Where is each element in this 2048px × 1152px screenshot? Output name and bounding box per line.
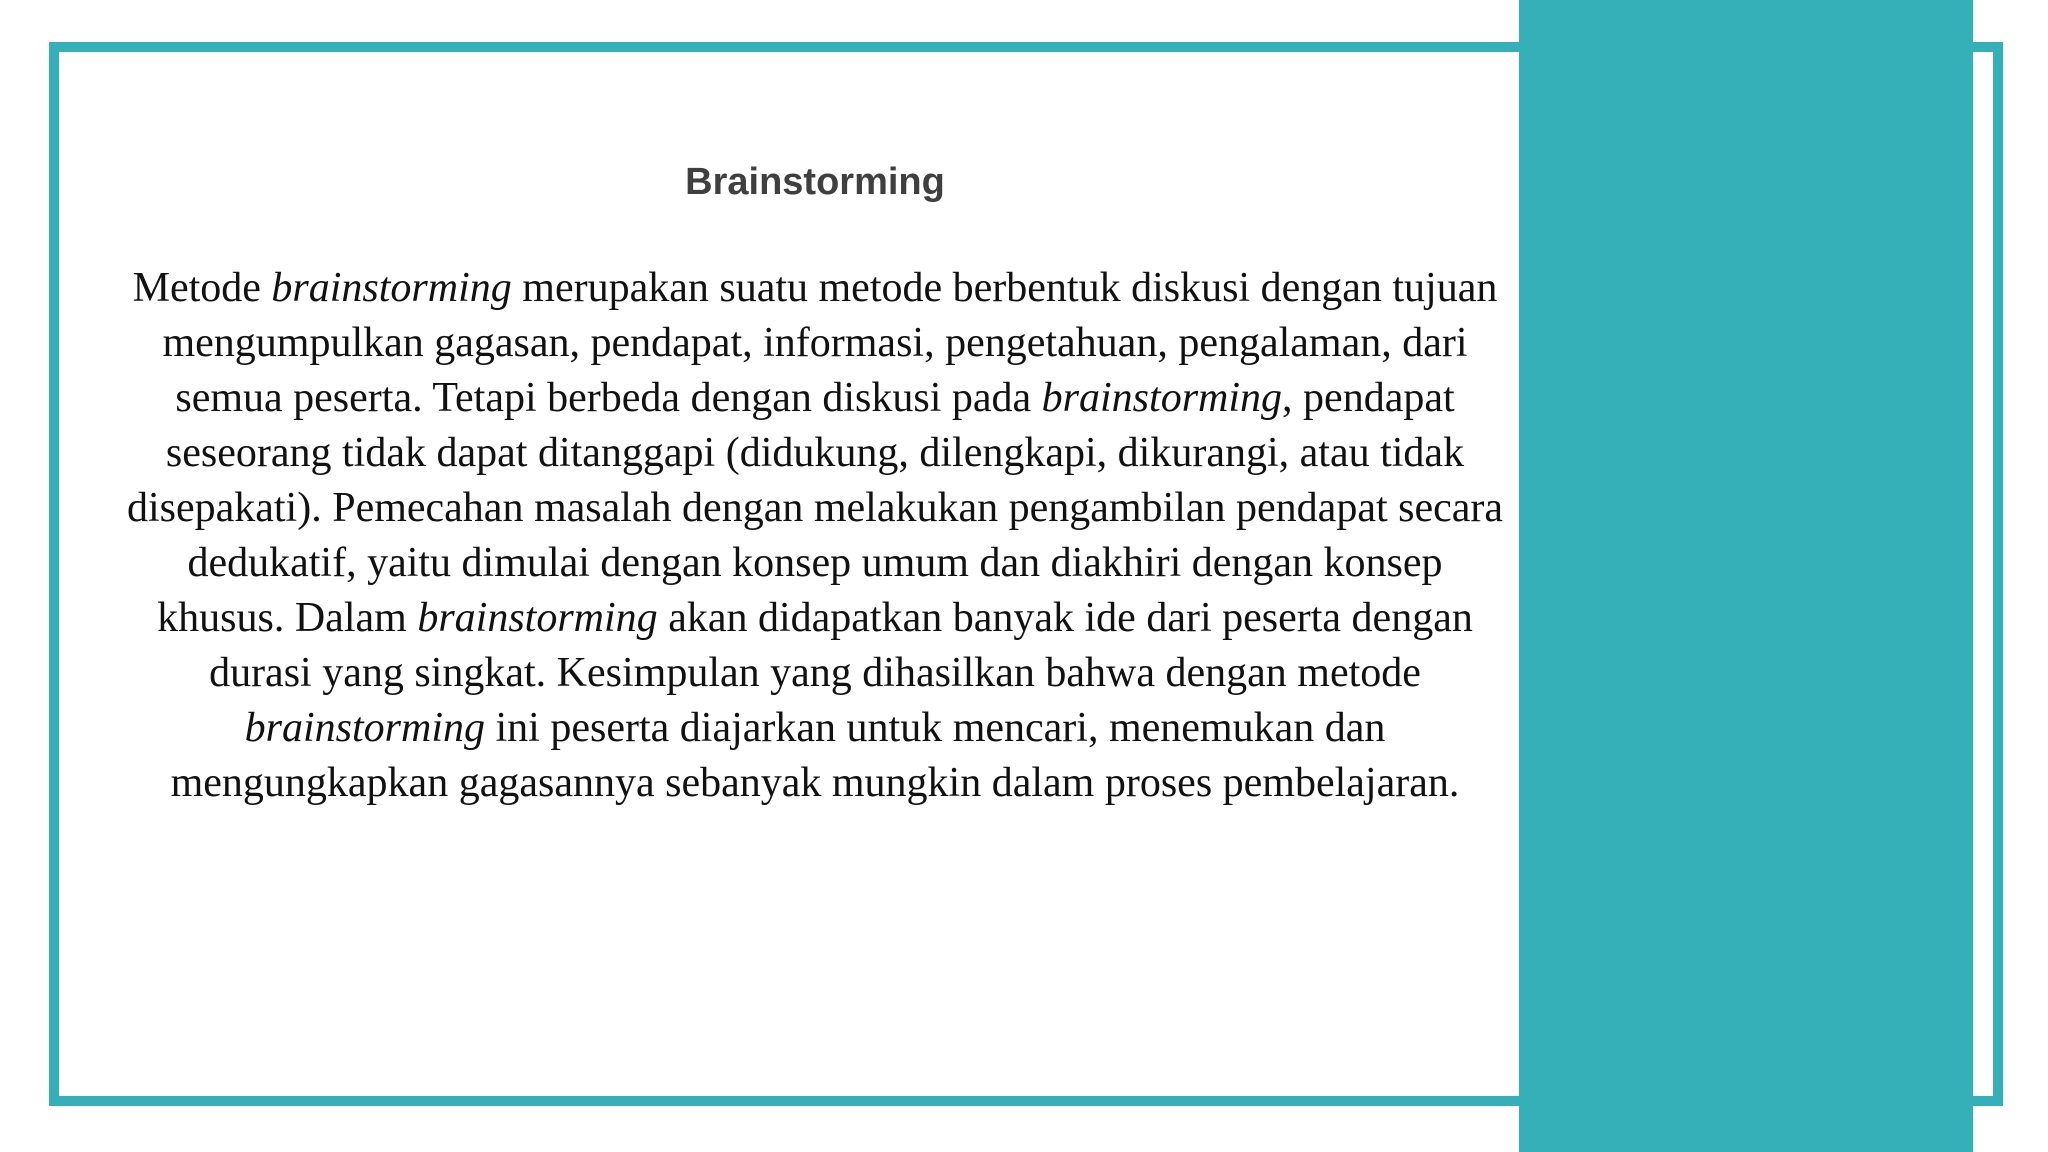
body-segment: ini peserta diajarkan untuk mencari, menemukan dan mengungkapkan gagasannya sebanyak mungkin dalam proses pembelajaran. [170,704,1460,806]
body-segment: , pendapat seseorang tidak dapat ditanggapi (didukung, dilengkapi, dikurangi, atau tidak disepakati). Pemecahan masalah dengan melakukan pengambilan pendapat secara dedukatif, yaitu dimulai dengan konsep umum dan diakhiri dengan konsep khusus. Dalam [126,374,1504,641]
body-segment: merupakan suatu metode berbentuk diskusi dengan tujuan mengumpulkan gagasan, pendapat, informasi, pengetahuan, pengalaman, dari semua peserta. Tetapi berbeda dengan diskusi pada [162,264,1498,421]
body-segment-italic: brainstorming [417,594,658,641]
body-segment-italic: brainstorming [1041,374,1283,421]
body-segment-italic: brainstorming [244,704,486,751]
body-segment-italic: brainstorming [271,264,512,311]
accent-bar [1519,0,1973,1152]
slide-title: Brainstorming [685,161,945,203]
body-segment: Metode [132,264,272,311]
slide-content [120,160,1510,811]
body-segment: akan didapatkan banyak ide dari peserta dengan durasi yang singkat. Kesimpulan yang dihasilkan bahwa dengan metode [209,594,1473,696]
body-paragraph [120,261,1510,811]
